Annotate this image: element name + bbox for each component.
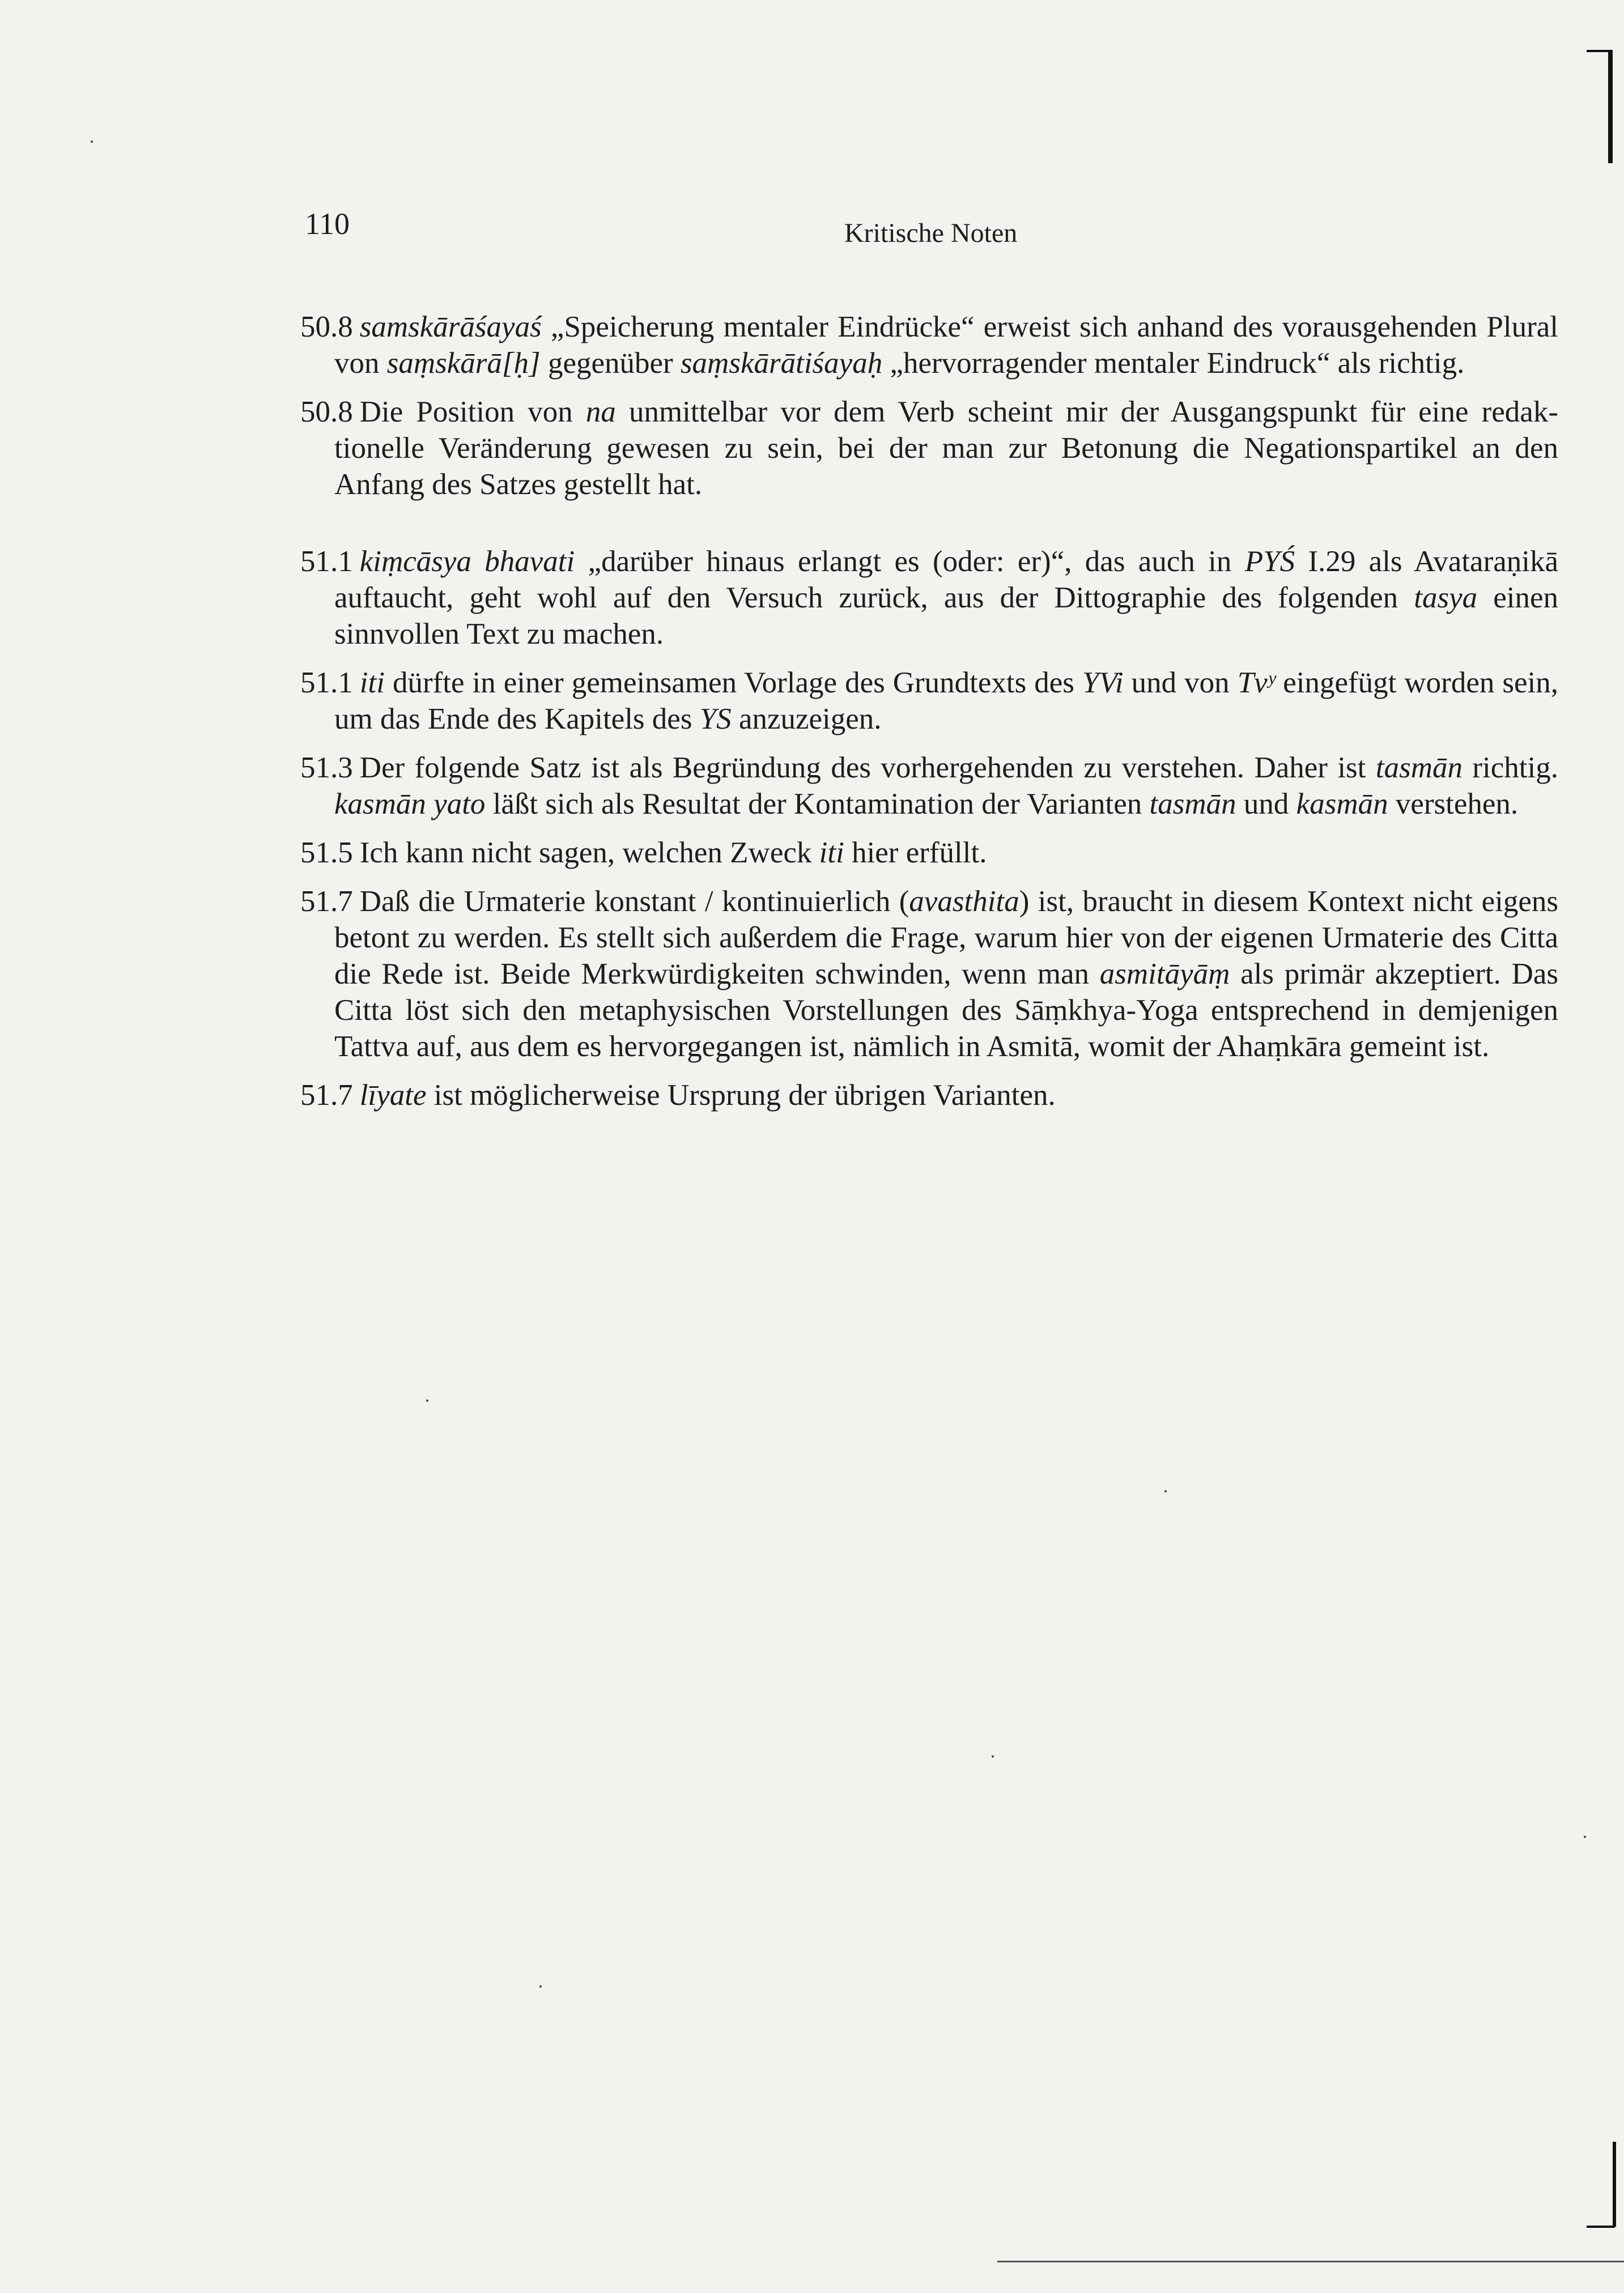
scan-speck: [91, 141, 93, 143]
note-text: als primär akzeptiert. Das Citta löst sich den metaphysischen Vorstellungen des Sāṃkhya-Yoga entsprechend in demjenigen Tattva auf, aus dem es hervorgegangen ist, nämlich in Asmitā, womit der Ahaṃkāra gemeint ist.: [334, 958, 1558, 1063]
note-text: „hervorragender mentaler Eindruck“ als richtig.: [882, 347, 1465, 380]
sanskrit-term: YS: [699, 703, 732, 735]
sanskrit-term: Tvʸ: [1237, 666, 1276, 699]
sanskrit-term: na: [585, 395, 616, 428]
scan-speck: [539, 1985, 542, 1988]
note-text: Der folgende Satz ist als Begründung des vorhergehenden zu verstehen. Daher ist: [359, 751, 1376, 784]
sanskrit-term: saṃskārā[ḥ]: [386, 347, 541, 380]
critical-note: [300, 883, 1558, 1065]
scan-bottom-rule: [997, 2261, 1624, 2262]
sanskrit-term: avasthita: [909, 885, 1019, 918]
running-head: Kritische Noten: [844, 218, 1018, 248]
note-text: und: [1236, 788, 1296, 820]
sanskrit-term: kasmān yato: [334, 788, 486, 820]
scan-edge-mark-top: [1608, 50, 1613, 163]
note-text: ) ist, braucht in diesem Kontext nicht eigens betont zu werden. Es stellt sich außerdem die Frage, warum hier von der eigenen Urmaterie des Citta die Rede ist. Beide Merkwürdigkeiten schwinden, wenn man: [334, 885, 1558, 990]
critical-note: [300, 309, 1558, 381]
note-text: läßt sich als Resultat der Kontamination der Varianten: [485, 788, 1150, 820]
sanskrit-term: iti: [819, 836, 844, 869]
note-text: Daß die Urmaterie konstant / kontinuierlich (: [359, 885, 909, 918]
note-text: „darüber hinaus erlangt es (oder: er)“, das auch in: [575, 545, 1245, 578]
note-reference: 50.8: [300, 395, 353, 428]
note-reference: 51.7: [300, 1079, 353, 1112]
sanskrit-term: asmitāyāṃ: [1099, 958, 1230, 990]
critical-note: [300, 1077, 1558, 1113]
sanskrit-term: kiṃcāsya bhavati: [359, 545, 575, 578]
critical-note: [300, 394, 1558, 503]
critical-notes-list: [300, 309, 1558, 1126]
note-text: gegenüber: [540, 347, 681, 380]
note-text: und von: [1123, 666, 1238, 699]
note-text: ist möglicherweise Ursprung der übrigen Varianten.: [426, 1079, 1056, 1112]
note-text: anzuzeigen.: [731, 703, 882, 735]
critical-note: [300, 750, 1558, 822]
note-text: „Speicherung mentaler Eindrücke“ erweist sich anhand des vorausgehenden Plural von: [334, 310, 1558, 380]
sanskrit-term: saṃskārātiśayaḥ: [680, 347, 883, 380]
critical-note: [300, 665, 1558, 737]
sanskrit-term: līyate: [359, 1079, 427, 1112]
note-text: Die Position von: [359, 395, 586, 428]
note-text: Ich kann nicht sagen, welchen Zweck: [359, 836, 819, 869]
note-text: hier erfüllt.: [844, 836, 987, 869]
page-number: 110: [305, 207, 350, 241]
note-text: dürfte in einer gemeinsamen Vorlage des Grundtexts des: [384, 666, 1082, 699]
note-text: I.29 als Avataraṇikā auftaucht, geht wohl auf den Versuch zurück, aus der Dittographie des folgenden: [334, 545, 1559, 614]
scan-edge-tick-top: [1587, 50, 1612, 52]
note-reference: 51.7: [300, 885, 353, 918]
sanskrit-term: tasmān: [1149, 788, 1236, 820]
sanskrit-term: tasmān: [1375, 751, 1463, 784]
sanskrit-term: kasmān: [1296, 788, 1388, 820]
note-reference: 51.5: [300, 836, 353, 869]
critical-note: [300, 543, 1558, 652]
note-text: richtig.: [1462, 751, 1559, 784]
scan-speck: [1164, 1490, 1167, 1492]
note-reference: 50.8: [300, 310, 353, 343]
scan-edge-mark-bottom: [1613, 2142, 1616, 2227]
scan-speck: [992, 1755, 994, 1758]
note-reference: 51.1: [300, 666, 353, 699]
sanskrit-term: tasya: [1414, 581, 1478, 614]
scan-speck: [426, 1399, 428, 1402]
sanskrit-term: samskārāśayaś: [359, 310, 542, 343]
note-reference: 51.1: [300, 545, 353, 578]
note-text: unmittelbar vor dem Verb scheint mir der Ausgangspunkt für eine redaktionelle Veränderung gewesen zu sein, bei der man zur Betonung die Negationspartikel an den Anfang des Satzes gestellt hat.: [334, 395, 1558, 501]
sanskrit-term: PYŚ: [1244, 545, 1295, 578]
sanskrit-term: iti: [359, 666, 385, 699]
scan-speck: [1584, 1836, 1586, 1838]
note-text: eingefügt worden sein, um das Ende des Kapitels des: [334, 666, 1559, 735]
scan-edge-tick-bottom: [1587, 2226, 1615, 2228]
critical-note: [300, 835, 1558, 871]
sanskrit-term: YVi: [1082, 666, 1124, 699]
note-text: einen sinnvollen Text zu machen.: [334, 581, 1558, 650]
note-reference: 51.3: [300, 751, 353, 784]
note-text: verstehen.: [1388, 788, 1519, 820]
